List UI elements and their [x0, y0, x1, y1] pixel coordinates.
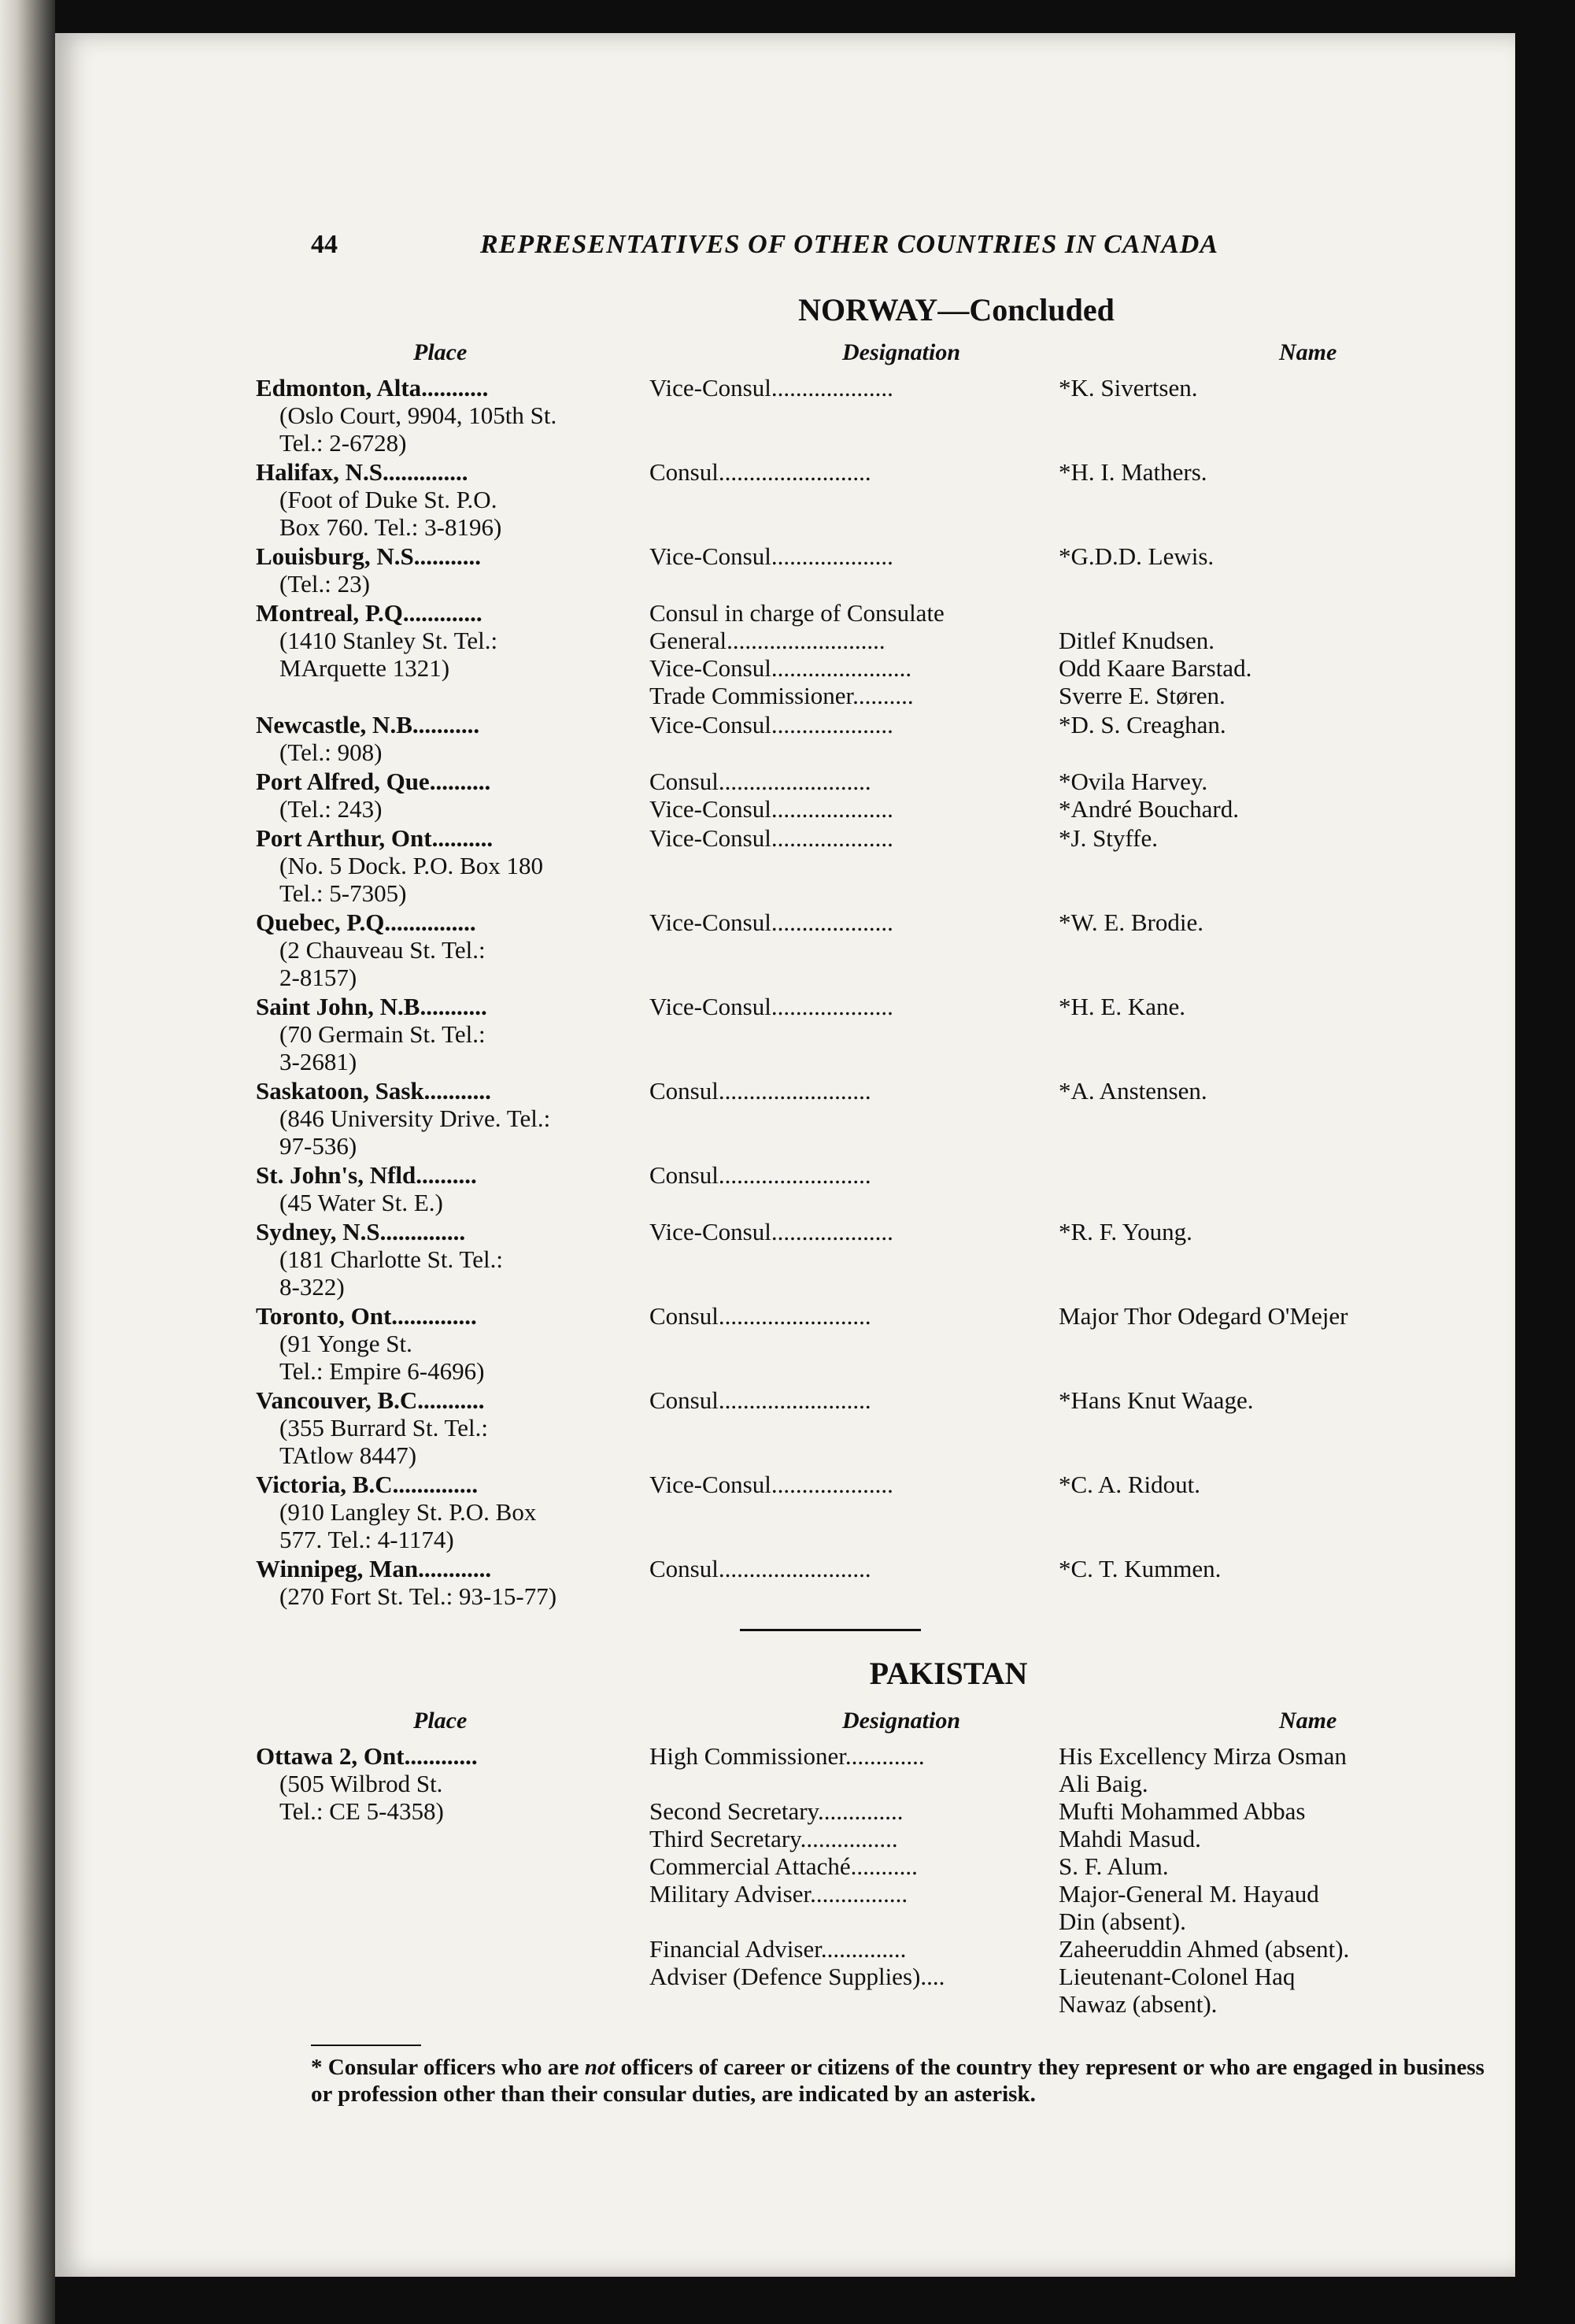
place-address: (1410 Stanley St. Tel.: MArquette 1321) [279, 627, 498, 682]
page-content [256, 230, 1499, 2108]
place-cell [256, 993, 649, 1075]
place-name: Vancouver, B.C........... [256, 1386, 485, 1414]
book-binding [0, 0, 55, 2324]
table-row [256, 599, 1499, 709]
footnote-rule [311, 2045, 421, 2046]
name-cell [1059, 1161, 1499, 1216]
place-address: (70 Germain St. Tel.: 3-2681) [279, 1020, 486, 1075]
place-cell [256, 824, 649, 907]
table-row [256, 458, 1499, 541]
table-row [256, 1471, 1499, 1553]
place-address: (910 Langley St. P.O. Box 577. Tel.: 4-1174) [279, 1498, 537, 1553]
place-name: Louisburg, N.S........... [256, 542, 481, 570]
place-name: Saskatoon, Sask........... [256, 1077, 491, 1105]
name-cell: *G.D.D. Lewis. [1059, 542, 1215, 570]
footnote-text-before: * Consular officers who are [311, 2055, 585, 2080]
designation-cell: Consul......................... [649, 1386, 871, 1414]
place-cell [256, 1555, 649, 1610]
designation-cell: Vice-Consul.................... [649, 1471, 893, 1498]
name-cell: Ditlef Knudsen. Odd Kaare Barstad. Sverre E. Støren. [1059, 627, 1252, 709]
place-cell [256, 909, 649, 991]
place-cell [256, 1077, 649, 1160]
footnote-emphasis: not [584, 2055, 616, 2080]
column-header-designation: Designation [842, 339, 961, 365]
place-name: Quebec, P.Q............... [256, 909, 476, 936]
designation-cell: Consul......................... [649, 1302, 871, 1330]
place-name: Victoria, B.C.............. [256, 1471, 479, 1498]
name-cell: *H. I. Mathers. [1059, 458, 1207, 486]
name-cell: *W. E. Brodie. [1059, 909, 1203, 936]
page-number: 44 [311, 230, 338, 259]
place-address: (181 Charlotte St. Tel.: 8-322) [279, 1245, 503, 1301]
designation-cell: Consul......................... [649, 1161, 871, 1189]
place-name: Port Alfred, Que.......... [256, 768, 491, 795]
place-address: (91 Yonge St. Tel.: Empire 6-4696) [279, 1330, 485, 1385]
place-cell [256, 1742, 649, 2018]
place-address: (Foot of Duke St. P.O. Box 760. Tel.: 3-8196) [279, 486, 502, 541]
pakistan-column-headers [256, 1708, 1499, 1742]
place-name: Winnipeg, Man............ [256, 1555, 492, 1582]
name-cell: *C. T. Kummen. [1059, 1555, 1222, 1582]
name-cell: *Ovila Harvey. *André Bouchard. [1059, 768, 1239, 823]
place-name: Port Arthur, Ont.......... [256, 824, 494, 852]
column-header-designation: Designation [842, 1708, 961, 1734]
page-edge [1515, 0, 1575, 2324]
place-address: (846 University Drive. Tel.: 97-536) [279, 1105, 551, 1160]
norway-title-suffix: —Concluded [937, 292, 1115, 328]
place-name: Halifax, N.S.............. [256, 458, 468, 486]
designation-cell: Vice-Consul.................... [649, 993, 893, 1020]
name-cell: Major Thor Odegard O'Mejer [1059, 1302, 1348, 1330]
name-cell: *D. S. Creaghan. [1059, 711, 1226, 738]
pakistan-entries [256, 1742, 1499, 2018]
name-cell: *C. A. Ridout. [1059, 1471, 1201, 1498]
name-cell: *J. Styffe. [1059, 824, 1159, 852]
column-header-name: Name [1279, 1708, 1337, 1734]
section-title-pakistan: PAKISTAN [869, 1656, 1028, 1691]
norway-entries [256, 374, 1499, 1610]
name-cell: *H. E. Kane. [1059, 993, 1185, 1020]
table-row [256, 1555, 1499, 1610]
table-row [256, 768, 1499, 823]
table-row [256, 824, 1499, 907]
place-cell [256, 1218, 649, 1301]
place-address: (Tel.: 243) [279, 795, 383, 823]
name-cell: *K. Sivertsen. [1059, 374, 1198, 402]
place-address: (45 Water St. E.) [279, 1189, 443, 1216]
place-cell [256, 599, 649, 709]
table-row [256, 1161, 1499, 1216]
designation-cell: Consul......................... [649, 1077, 871, 1105]
norway-column-headers [256, 339, 1499, 374]
table-row [256, 1302, 1499, 1385]
place-address: (270 Fort St. Tel.: 93-15-77) [279, 1582, 557, 1610]
place-address: (Tel.: 908) [279, 738, 383, 766]
designation-cell: Consul......................... [649, 458, 871, 486]
place-cell [256, 768, 649, 823]
table-row [256, 993, 1499, 1075]
designation-cell: Vice-Consul.................... [649, 374, 893, 402]
section-divider [740, 1629, 921, 1631]
designation-cell: Consul in charge of Consulate General.......................... Vice-Consul....................... Trade Commissioner.......... [649, 599, 945, 709]
place-address: (Oslo Court, 9904, 105th St. Tel.: 2-6728) [279, 402, 557, 457]
norway-title: NORWAY [798, 292, 938, 328]
place-name: Newcastle, N.B........... [256, 711, 480, 738]
footnote [256, 2054, 1492, 2108]
place-cell [256, 1386, 649, 1469]
table-row [256, 1077, 1499, 1160]
name-cell: His Excellency Mirza Osman Ali Baig. Mufti Mohammed Abbas Mahdi Masud. S. F. Alum. Major-General M. Hayaud Din (absent). Zaheeruddin Ahmed (absent). Lieutenant-Colonel Haq Nawaz (absent). [1059, 1742, 1350, 2018]
designation-cell: Vice-Consul.................... [649, 1218, 893, 1245]
column-header-place: Place [413, 1708, 468, 1734]
designation-cell: Vice-Consul.................... [649, 711, 893, 738]
name-cell: *A. Anstensen. [1059, 1077, 1207, 1105]
table-row [256, 374, 1499, 457]
place-name: Saint John, N.B........... [256, 993, 487, 1020]
place-name: Ottawa 2, Ont............ [256, 1742, 478, 1770]
place-cell [256, 542, 649, 598]
footnote-text-after: officers of career or citizens of the country they represent or who are engaged in business or profession other than their consular duties, are indicated by an asterisk. [311, 2055, 1484, 2107]
designation-cell: Vice-Consul.................... [649, 824, 893, 852]
running-title: REPRESENTATIVES OF OTHER COUNTRIES IN CANADA [480, 230, 1219, 259]
place-name: Toronto, Ont.............. [256, 1302, 477, 1330]
table-row [256, 711, 1499, 766]
designation-cell: Vice-Consul.................... [649, 542, 893, 570]
place-name: Montreal, P.Q............. [256, 599, 482, 627]
name-cell: *R. F. Young. [1059, 1218, 1192, 1245]
place-cell [256, 374, 649, 457]
place-address: (No. 5 Dock. P.O. Box 180 Tel.: 5-7305) [279, 852, 543, 907]
place-name: Edmonton, Alta........... [256, 374, 489, 402]
table-row [256, 1218, 1499, 1301]
table-row [256, 1386, 1499, 1469]
table-row [256, 1742, 1499, 2018]
place-cell [256, 458, 649, 541]
place-name: Sydney, N.S.............. [256, 1218, 466, 1245]
column-header-place: Place [413, 339, 468, 365]
name-cell: *Hans Knut Waage. [1059, 1386, 1254, 1414]
designation-cell: Consul......................... Vice-Consul.................... [649, 768, 893, 823]
place-address: (2 Chauveau St. Tel.: 2-8157) [279, 936, 486, 991]
column-header-name: Name [1279, 339, 1337, 365]
place-address: (505 Wilbrod St. Tel.: CE 5-4358) [279, 1770, 444, 1825]
place-address: (Tel.: 23) [279, 570, 370, 598]
place-cell [256, 711, 649, 766]
place-cell [256, 1471, 649, 1553]
table-row [256, 542, 1499, 598]
place-address: (355 Burrard St. Tel.: TAtlow 8447) [279, 1414, 489, 1469]
running-header [256, 230, 1499, 285]
place-cell [256, 1161, 649, 1216]
place-name: St. John's, Nfld.......... [256, 1161, 477, 1189]
designation-cell: Vice-Consul.................... [649, 909, 893, 936]
document-page [55, 33, 1515, 2277]
designation-cell: Consul......................... [649, 1555, 871, 1582]
designation-cell: High Commissioner............. Second Secretary.............. Third Secretary................ Commercial Attaché........... Military Adviser................ Financial Adviser.............. Adviser (Defence Supplies).... [649, 1742, 945, 1990]
section-title-norway [256, 291, 1499, 328]
table-row [256, 909, 1499, 991]
place-cell [256, 1302, 649, 1385]
